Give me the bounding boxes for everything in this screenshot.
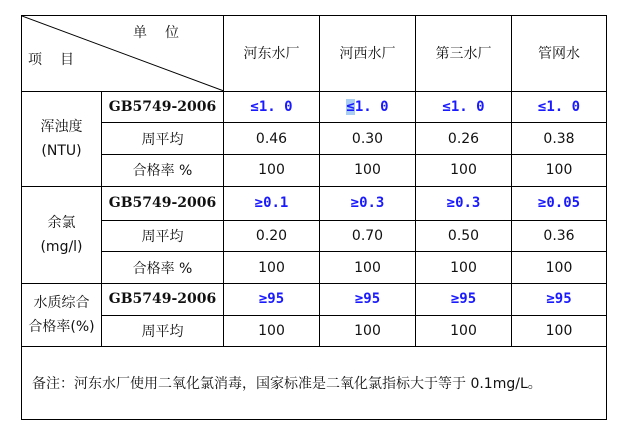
cell-value: 0.70	[320, 220, 416, 252]
cell-value: ≤1. 0	[416, 91, 512, 123]
unit-header-label: 单 位	[133, 25, 181, 41]
cell-value: 100	[512, 252, 607, 284]
cell-value: ≤1. 0	[224, 91, 320, 123]
row-label-standard: GB5749-2006	[102, 186, 224, 220]
column-header-pipe-network: 管网水	[512, 16, 607, 92]
cell-value: 0.20	[224, 220, 320, 252]
cell-value: ≤1. 0	[512, 91, 607, 123]
group-residual-chlorine	[22, 186, 102, 283]
cell-value: ≥0.3	[320, 186, 416, 220]
column-header-hedong: 河东水厂	[224, 16, 320, 92]
cell-value: 100	[224, 315, 320, 347]
cell-value: 0.38	[512, 123, 607, 155]
row-label-pass-rate: 合格率 %	[102, 252, 224, 284]
item-header-label: 项 目	[28, 51, 76, 68]
cell-value: ≥95	[320, 283, 416, 315]
row-label-standard: GB5749-2006	[102, 91, 224, 123]
cell-value: 0.26	[416, 123, 512, 155]
cell-value: ≥95	[416, 283, 512, 315]
cell-value: 100	[224, 155, 320, 187]
group-turbidity-unit: (NTU)	[41, 142, 82, 159]
row-label-pass-rate: 合格率 %	[102, 155, 224, 187]
cell-value: ≥95	[224, 283, 320, 315]
row-label-weekly-average: 周平均	[102, 220, 224, 252]
cell-value: 100	[416, 155, 512, 187]
cell-value: 100	[416, 315, 512, 347]
row-label-weekly-average: 周平均	[102, 315, 224, 347]
selected-char: ≤	[346, 99, 355, 116]
group-overall-name: 水质综合	[33, 295, 90, 312]
cell-value: ≥0.3	[416, 186, 512, 220]
cell-value: 100	[512, 155, 607, 187]
water-quality-table	[21, 15, 607, 420]
cell-value: 100	[224, 252, 320, 284]
cell-value: ≥0.05	[512, 186, 607, 220]
cell-value: 100	[320, 252, 416, 284]
cell-value-rest: 1. 0	[354, 99, 389, 116]
row-label-standard: GB5749-2006	[102, 283, 224, 315]
cell-value: 100	[320, 155, 416, 187]
group-chlorine-name: 余氯	[47, 214, 76, 231]
column-header-hexi: 河西水厂	[320, 16, 416, 92]
cell-value: ≥95	[512, 283, 607, 315]
cell-value: 0.36	[512, 220, 607, 252]
cell-value: 0.46	[224, 123, 320, 155]
group-turbidity	[22, 91, 102, 186]
cell-value: 0.50	[416, 220, 512, 252]
column-header-third-plant: 第三水厂	[416, 16, 512, 92]
cell-value: 100	[416, 252, 512, 284]
row-label-weekly-average: 周平均	[102, 123, 224, 155]
cell-value: 100	[320, 315, 416, 347]
cell-value: ≥0.1	[224, 186, 320, 220]
cell-value: 0.30	[320, 123, 416, 155]
cell-value: 100	[512, 315, 607, 347]
cell-value	[320, 91, 416, 123]
group-overall-pass-rate	[22, 283, 102, 346]
group-chlorine-unit: (mg/l)	[40, 238, 83, 255]
note-text: 备注：河东水厂使用二氧化氯消毒，国家标准是二氧化氯指标大于等于 0.1mg/L。	[22, 347, 607, 420]
group-turbidity-name: 浑浊度	[40, 118, 83, 135]
group-overall-unit: 合格率(%)	[28, 319, 95, 336]
header-diagonal-cell	[22, 16, 224, 92]
